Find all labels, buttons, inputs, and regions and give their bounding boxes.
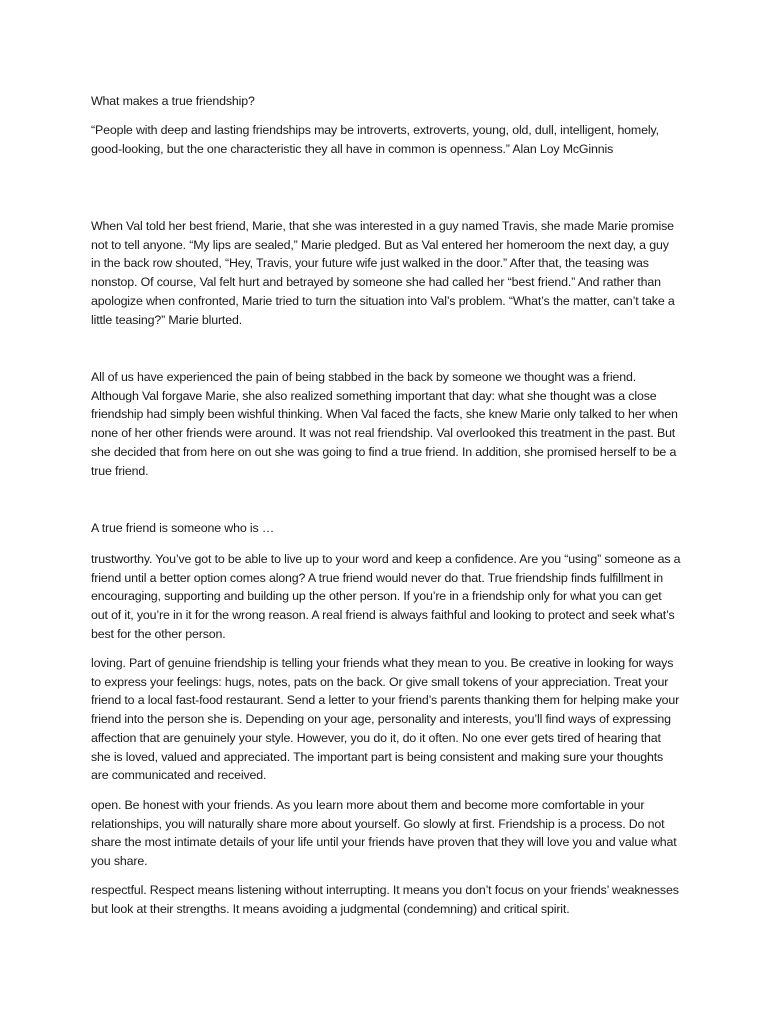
trait-loving: loving. Part of genuine friendship is telling your friends what they mean to you. Be creative in looking for ways to express your feelings: hugs, notes, pats on the back. Or give small tokens of your appreciation. Treat your friend to a local fast-food restaurant. Send a letter to your friend’s parents thanking them for helping make your friend into the person she is. Depending on your age, personality and interests, you’ll find ways of expressing affection that are genuinely your style. However, you do it, do it often. No one ever gets tired of hearing that she is loved, valued and appreciated. The important part is being consistent and making sure your thoughts are communicated and received. (91, 656, 680, 783)
list-lead-in: A true friend is someone who is … (91, 521, 275, 535)
reflection-paragraph: All of us have experienced the pain of being stabbed in the back by someone we thought was a friend. Although Val forgave Marie, she also realized something important that day: what she thought was a close friendship had simply been wishful thinking. When Val faced the facts, she knew Marie only talked to her when none of her other friends were around. It was not real friendship. Val overlooked this treatment in the past. But she decided that from here on out she was going to find a true friend. In addition, she promised herself to be a true friend. (91, 370, 678, 478)
story-paragraph: When Val told her best friend, Marie, that she was interested in a guy named Travis, she made Marie promise not to tell anyone. “My lips are sealed,” Marie pledged. But as Val entered her homeroom the next day, a guy in the back row shouted, “Hey, Travis, your future wife just walked in the door.” After that, the teasing was nonstop. Of course, Val felt hurt and betrayed by someone she had called her “best friend.” And rather than apologize when confronted, Marie tried to turn the situation into Val’s problem. “What’s the matter, can’t take a little teasing?” Marie blurted. (91, 219, 675, 327)
opening-quote: “People with deep and lasting friendships may be introverts, extroverts, young, old, dull, intelligent, homely, good-looking, but the one characteristic they all have in common is openness.” Alan Loy McGinnis (91, 123, 659, 156)
trait-open: open. Be honest with your friends. As you learn more about them and become more comfortable in your relationships, you will naturally share more about yourself. Go slowly at first. Friendship is a process. Do not share the most intimate details of your life until your friends have proven that they will love you and value what you share. (91, 798, 677, 869)
document-heading: What makes a true friendship? (91, 94, 255, 108)
trait-trustworthy: trustworthy. You’ve got to be able to live up to your word and keep a confidence. Are you “using” someone as a friend until a better option comes along? A true friend would never do that. True friendship finds fulfillment in encouraging, supporting and building up the other person. If you’re in a friendship only for what you can get out of it, you’re in it for the wrong reason. A real friend is always faithful and looking to protect and seek what’s best for the other person. (91, 552, 681, 641)
trait-respectful: respectful. Respect means listening without interrupting. It means you don’t focus on your friends’ weaknesses but look at their strengths. It means avoiding a judgmental (condemning) and critical spirit. (91, 883, 679, 916)
